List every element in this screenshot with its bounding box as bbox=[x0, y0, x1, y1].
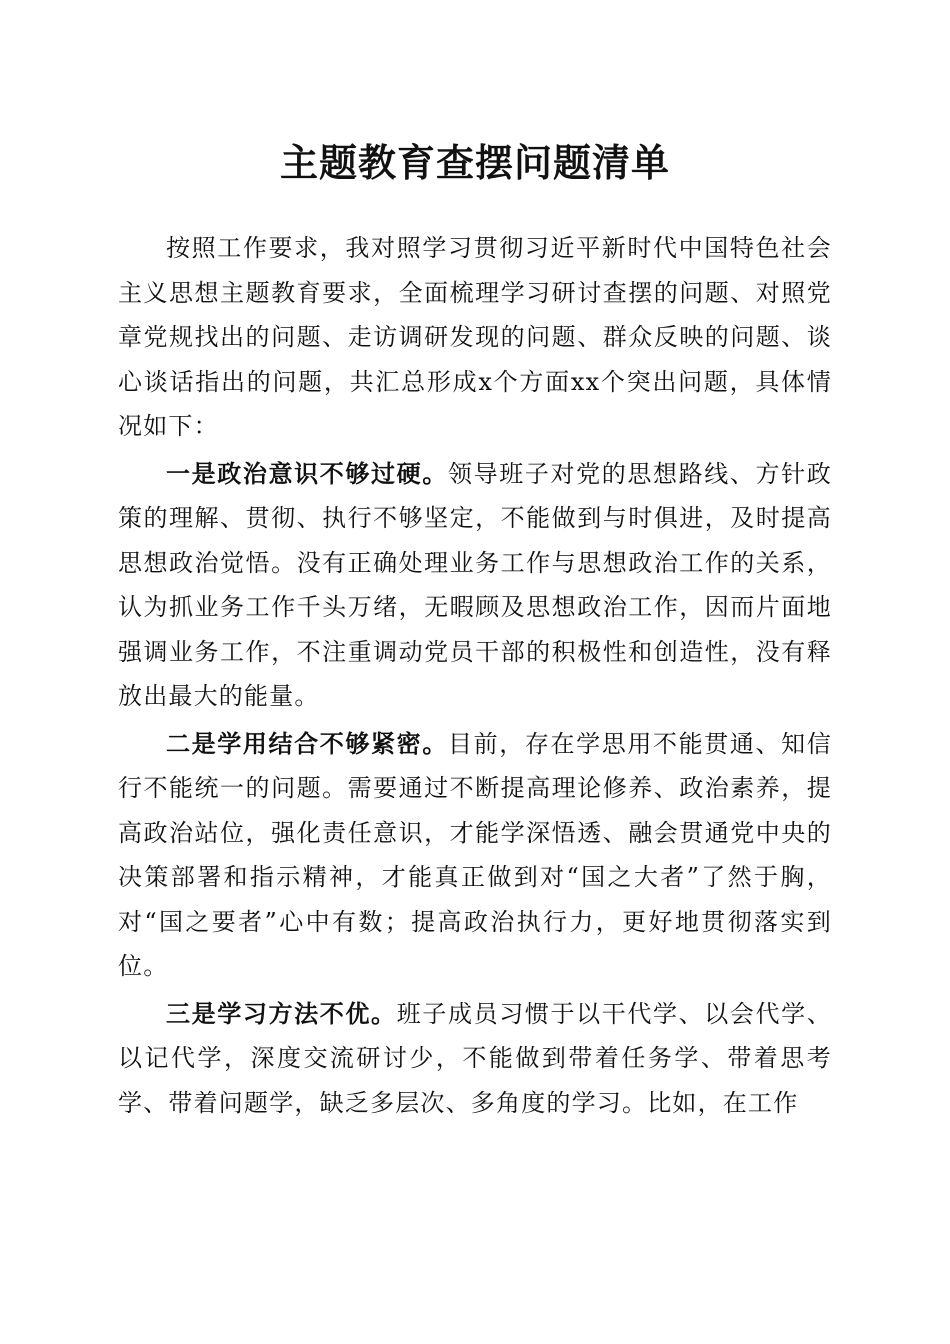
section-text-1: 领导班子对党的思想路线、方针政策的理解、贯彻、执行不够坚定，不能做到与时俱进，及时提高思想政治觉悟。没有正确处理业务工作与思想政治工作的关系，认为抓业务工作千头万绪，无暇顾及思想政治工作，因而片面地强调业务工作，不注重调动党员干部的积极性和创造性，没有释放出最大的能量。 bbox=[118, 459, 832, 710]
intro-paragraph: 按照工作要求，我对照学习贯彻习近平新时代中国特色社会主义思想主题教育要求，全面梳理学习研讨查摆的问题、对照党章党规找出的问题、走访调研发现的问题、群众反映的问题、谈心谈话指出的问题，共汇总形成x个方面xx个突出问题，具体情况如下： bbox=[118, 234, 832, 440]
section-text-2: 目前，存在学思用不能贯通、知信行不能统一的问题。需要通过不断提高理论修养、政治素养，提高政治站位，强化责任意识，才能学深悟透、融会贯通党中央的决策部署和指示精神，才能真正做到对“国之大者”了然于胸，对“国之要者”心中有数；提高政治执行力，更好地贯彻落实到位。 bbox=[118, 729, 832, 980]
section-paragraph-2 bbox=[118, 722, 832, 989]
section-lead-1: 一是政治意识不够过硬。 bbox=[166, 458, 448, 488]
section-lead-3: 三是学习方法不优。 bbox=[166, 998, 397, 1028]
section-paragraph-3 bbox=[118, 992, 832, 1126]
document-body bbox=[118, 226, 832, 1125]
section-paragraph-1 bbox=[118, 452, 832, 719]
section-lead-2: 二是学用结合不够紧密。 bbox=[166, 728, 448, 758]
document-title: 主题教育查摆问题清单 bbox=[279, 140, 670, 185]
section-text-3: 班子成员习惯于以干代学、以会代学、以记代学，深度交流研讨少，不能做到带着任务学、带着思考学、带着问题学，缺乏多层次、多角度的学习。比如，在工作 bbox=[118, 999, 832, 1117]
